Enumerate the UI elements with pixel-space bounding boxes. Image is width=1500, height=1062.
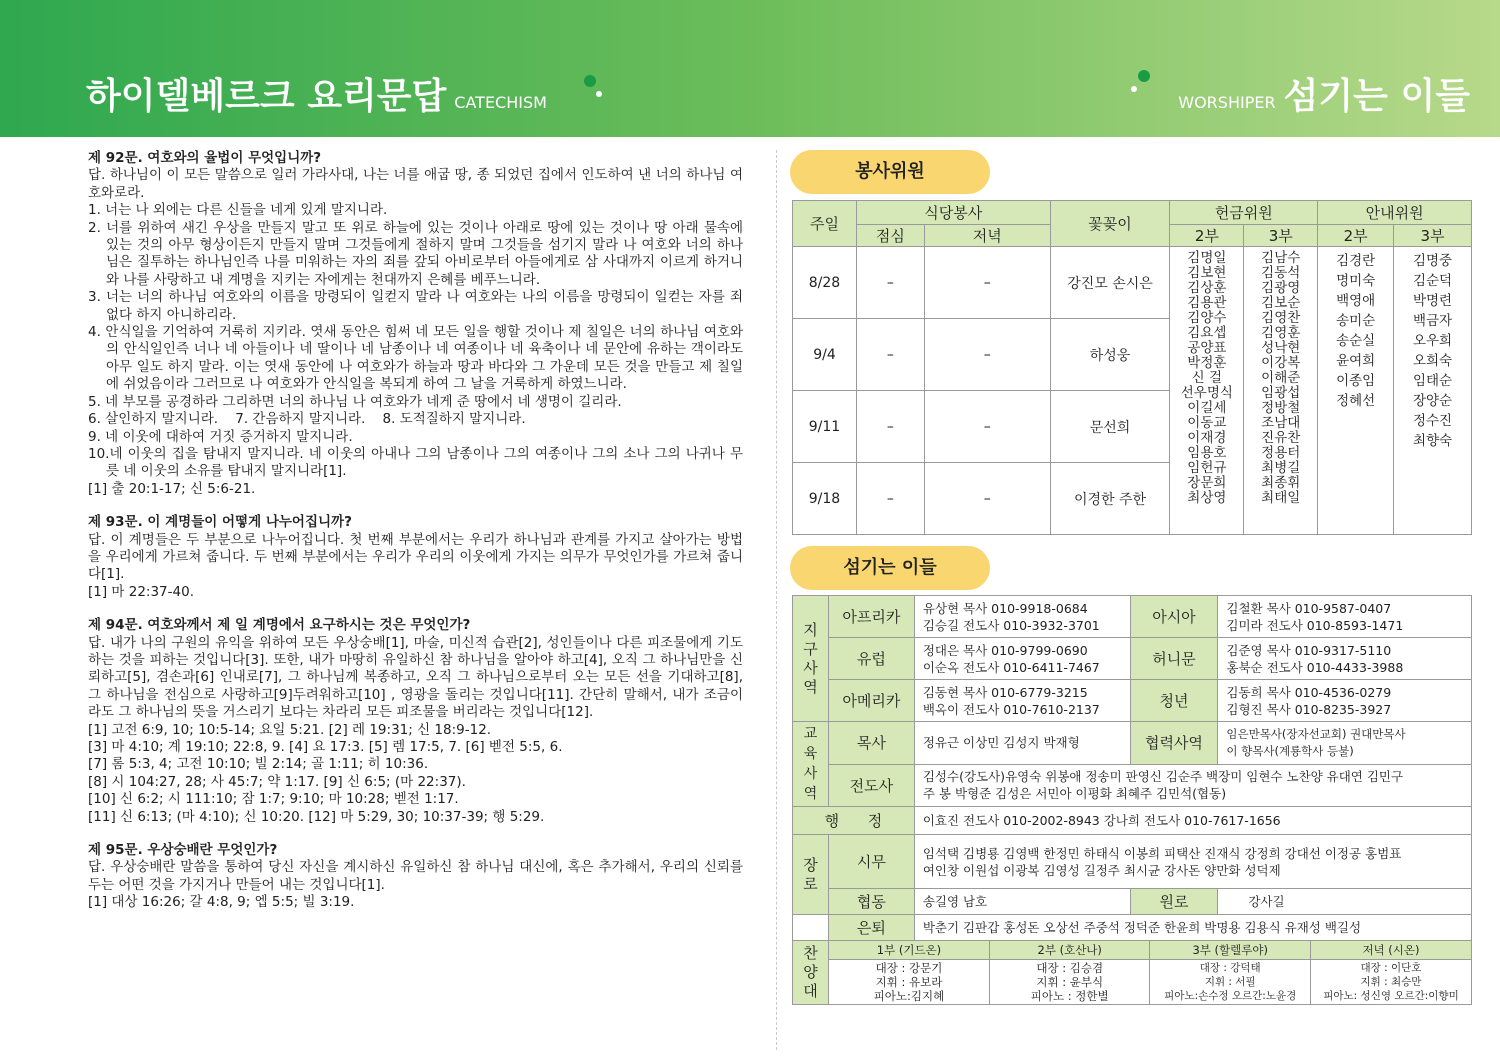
reference-text: [1] 출 20:1-17; 신 5:6-21. bbox=[88, 480, 256, 497]
header-date: 주일 bbox=[793, 201, 857, 247]
choir-table bbox=[829, 941, 1471, 1004]
list-item: 사역 bbox=[803, 766, 818, 802]
list-item: 송미순 bbox=[1336, 313, 1376, 329]
list-item: 윤여희 bbox=[1336, 353, 1376, 369]
list-item: 지휘 : 서필 bbox=[1204, 976, 1256, 988]
answer-text: 답. 이 계명들은 두 부분으로 나누어집니다. 첫 번째 부분에서는 우리가 하나님과 관계를 가지고 살아가는 방법을 우리에게 가르쳐 줍니다. 두 번째 부분에서는 우리가 우리의 이웃에게 가지는 의무가 무엇인가를 가르쳐 줍니다[1]. bbox=[88, 531, 743, 583]
list-item: 정혜선 bbox=[1336, 393, 1376, 409]
offering-2-list bbox=[1170, 247, 1244, 535]
workers-pill: 섬기는 이들 bbox=[790, 546, 990, 590]
elder-label bbox=[793, 835, 829, 915]
flowers-cell: 문선희 bbox=[1050, 391, 1170, 463]
header-flowers: 꽃꽂이 bbox=[1050, 201, 1170, 247]
list-item: 장 bbox=[803, 855, 818, 874]
lunch-cell: – bbox=[856, 319, 924, 391]
list-item: 홍북순 전도사 010-4433-3988 bbox=[1226, 659, 1404, 675]
list-item: 박명련 bbox=[1412, 293, 1453, 309]
header-offering-2: 2부 bbox=[1170, 225, 1244, 247]
header-dinner: 저녁 bbox=[924, 225, 1050, 247]
answer-text: 답. 우상숭배란 말씀을 통하여 당신 자신을 계시하신 유일하신 참 하나님 대신에, 혹은 추가해서, 우리의 신뢰를 두는 어떤 것을 가지거나 만들어 내는 것입니다[1]. bbox=[88, 859, 743, 893]
list-item: 공양표 bbox=[1187, 340, 1227, 356]
list-item: 성낙현 bbox=[1261, 340, 1301, 356]
worshiper-title bbox=[1178, 68, 1470, 119]
list-item: 지 bbox=[803, 620, 818, 639]
header-usher: 안내위원 bbox=[1318, 201, 1472, 225]
cooperation-label: 협력사역 bbox=[1130, 722, 1218, 765]
region-name: 청년 bbox=[1130, 680, 1218, 722]
list-item: 임석택 김병룡 김영백 한정민 하태식 이봉희 피택산 진재식 강정희 강대선 이정공 홍범표 bbox=[922, 845, 1402, 861]
dinner-cell: – bbox=[924, 247, 1050, 319]
worshiper-title-ko: 섬기는 이들 bbox=[1283, 76, 1470, 117]
lunch-cell: – bbox=[856, 463, 924, 535]
list-item: 김형진 목사 010-8235-3927 bbox=[1226, 701, 1392, 717]
list-item: 임헌규 bbox=[1187, 460, 1227, 476]
usher-2-list bbox=[1318, 247, 1394, 535]
reference-text: [3] 마 4:10; 계 19:10; 22:8, 9. [4] 요 17:3. [5] 렘 17:5, 7. [6] 벧전 5:5, 6. bbox=[88, 739, 563, 755]
choir-leaders bbox=[1150, 960, 1311, 1005]
choir-leaders bbox=[989, 960, 1150, 1005]
list-item: 김철환 목사 010-9587-0407 bbox=[1226, 600, 1392, 616]
date-cell: 9/4 bbox=[793, 319, 857, 391]
list-item: 찬 bbox=[803, 944, 818, 962]
question-title: 제 94문. 여호와께서 제 일 계명에서 요구하시는 것은 무엇인가? bbox=[88, 617, 471, 634]
list-item: 김용관 bbox=[1187, 295, 1227, 311]
header-usher-3: 3부 bbox=[1394, 225, 1472, 247]
answer-text: 답. 내가 나의 구원의 유익을 위하여 모든 우상숭배[1], 마술, 미신적 습관[2], 성인들이나 다른 피조물에게 기도하는 것을 피하는 것입니다[3]. 또한, 내가 마땅히 유일하신 참 하나님을 알아야 하고[4], 오직 그 하나님만을 신뢰하고[5], 겸손과[6] 인내로[7], 그 하나님께 복종하고, 오직 그 하나님으로부터 오는 모든 선을 기대하고[8], 그 하나님을 전심으로 사랑하고[9]두려워하고[10] , 영광을 돌리는 것입니다[11]. 간단히 말해서, 내가 조금이라도 그 하나님의 뜻을 거스리기 보다는 차라리 모든 피조물을 버리라는 것입니다[12]. bbox=[88, 634, 743, 721]
list-item: 대 bbox=[803, 982, 818, 1000]
region-people bbox=[914, 680, 1130, 722]
list-item: 최향숙 bbox=[1412, 433, 1453, 449]
choir-leaders bbox=[829, 960, 990, 1005]
list-item: 송순실 bbox=[1336, 333, 1376, 349]
list-item: 피아노: 성신영 오르간:이향미 bbox=[1323, 990, 1459, 1002]
table-row bbox=[793, 247, 1472, 319]
service-table bbox=[792, 200, 1472, 535]
catechism-title-en: CATECHISM bbox=[454, 93, 547, 112]
evangelist-names bbox=[914, 764, 1471, 807]
active-elder-label: 시무 bbox=[828, 835, 914, 889]
associate-elder-names: 송길영 남호 bbox=[914, 889, 1130, 915]
list-item: 양 bbox=[803, 963, 818, 981]
region-people bbox=[1218, 638, 1472, 680]
list-item: 피아노:손수정 오르간:노윤경 bbox=[1164, 990, 1297, 1002]
list-item: 피아노 : 정한별 bbox=[1030, 989, 1109, 1003]
list-item: 이동교 bbox=[1187, 415, 1227, 431]
list-item: 신 걸 bbox=[1191, 370, 1223, 386]
dinner-cell: – bbox=[924, 463, 1050, 535]
service-committee-pill: 봉사위원 bbox=[790, 150, 990, 194]
choir-name: 저녁 (시온) bbox=[1310, 941, 1471, 960]
admin-label: 행 정 bbox=[793, 807, 915, 835]
education-ministry-label bbox=[793, 722, 829, 807]
associate-elder-label: 협동 bbox=[828, 889, 914, 915]
catechism-title bbox=[86, 68, 547, 119]
list-item: 주 봉 박형준 김성은 서민아 이평화 최혜주 김민석(협동) bbox=[922, 786, 1227, 802]
list-item: 정수진 bbox=[1412, 413, 1453, 429]
list-item: 대장 : 김승겸 bbox=[1036, 961, 1104, 975]
choir-name: 2부 (호산나) bbox=[989, 941, 1150, 960]
header-lunch: 점심 bbox=[856, 225, 924, 247]
list-item: 김미라 전도사 010-8593-1471 bbox=[1226, 617, 1404, 633]
reference-text: [7] 롬 5:3, 4; 고전 10:10; 빌 2:14; 골 1:11; 히 10:36. bbox=[88, 756, 429, 773]
commandment-item: 1. 너는 나 외에는 다른 신들을 네게 있게 말지니라. bbox=[88, 202, 388, 219]
list-item: 피아노:김지혜 bbox=[873, 989, 945, 1003]
usher-3-list bbox=[1394, 247, 1472, 535]
list-item: 김명일 bbox=[1187, 250, 1227, 266]
question-95 bbox=[88, 842, 743, 912]
list-item: 이강복 bbox=[1261, 355, 1301, 371]
question-94 bbox=[88, 617, 743, 826]
question-title: 제 93문. 이 계명들이 어떻게 나누어집니까? bbox=[88, 514, 352, 531]
list-item: 최태일 bbox=[1261, 490, 1301, 506]
header-offering-3: 3부 bbox=[1244, 225, 1318, 247]
worshiper-title-en: WORSHIPER bbox=[1178, 93, 1276, 112]
list-item: 임광섭 bbox=[1261, 385, 1301, 401]
dinner-cell: – bbox=[924, 391, 1050, 463]
list-item: 김광영 bbox=[1261, 280, 1301, 296]
reference-text: [10] 신 6:2; 시 111:10; 잠 1:7; 9:10; 마 10:28; 벧전 1:17. bbox=[88, 791, 459, 808]
list-item: 오우희 bbox=[1412, 333, 1453, 349]
list-item: 김보현 bbox=[1187, 265, 1227, 281]
pastor-names: 정유근 이상민 김성지 박재형 bbox=[914, 722, 1130, 765]
list-item: 김준영 목사 010-9317-5110 bbox=[1226, 642, 1392, 658]
list-item: 교육 bbox=[803, 726, 818, 762]
choir-leaders bbox=[1310, 960, 1471, 1005]
list-item: 박정훈 bbox=[1187, 355, 1227, 371]
cooperation-names bbox=[1218, 722, 1472, 765]
commandment-item: 3. 너는 너의 하나님 여호와의 이름을 망령되이 일컫지 말라 나 여호와는 나의 이름을 망령되이 일컫는 자를 죄 없다 하지 아니하리라. bbox=[88, 289, 743, 323]
reference-text: [1] 고전 6:9, 10; 10:5-14; 요일 5:21. [2] 레 19:31; 신 18:9-12. bbox=[88, 721, 492, 738]
evangelist-label: 전도사 bbox=[828, 764, 914, 807]
list-item: 김영훈 bbox=[1261, 325, 1301, 341]
flowers-cell: 이경한 주한 bbox=[1050, 463, 1170, 535]
list-item: 사 bbox=[803, 658, 818, 677]
flowers-cell: 강진모 손시은 bbox=[1050, 247, 1170, 319]
choir-label bbox=[793, 941, 829, 1005]
commandment-item: 10.네 이웃의 집을 탐내지 말지니라. 네 이웃의 아내나 그의 남종이나 그의 여종이나 그의 소나 그의 나귀나 무릇 네 이웃의 소유를 탐내지 말지니라[1]. bbox=[88, 445, 743, 480]
question-title: 제 95문. 우상숭배란 무엇인가? bbox=[88, 842, 278, 859]
list-item: 진유찬 bbox=[1261, 430, 1301, 446]
list-item: 대장 : 강문기 bbox=[875, 961, 943, 975]
list-item: 임용호 bbox=[1187, 445, 1227, 461]
pastor-label: 목사 bbox=[828, 722, 914, 765]
choir-name: 1부 (기드온) bbox=[829, 941, 990, 960]
list-item: 역 bbox=[803, 677, 818, 696]
region-name: 아메리카 bbox=[828, 680, 914, 722]
commandment-item: 5. 네 부모를 공경하라 그리하면 너의 하나님 나 여호와가 네게 준 땅에서 네 생명이 길리라. bbox=[88, 393, 622, 410]
commandment-item: 2. 너를 위하여 새긴 우상을 만들지 말고 또 위로 하늘에 있는 것이나 아래로 땅에 있는 것이나 땅 아래 물속에 있는 것의 아무 형상이든지 만들지 말며 그것들에게 절하지 말며 그것들을 섬기지 말라 나 여호와 너의 하나님은 질투하는 하나님인즉 나를 미워하는 자의 죄를 갚되 아비로부터 아들에게로 삼 사대까지 이르게 하거니와 나를 사랑하고 내 계명을 지키는 자에게는 천대까지 은혜를 베푸느니라. bbox=[88, 219, 743, 288]
date-cell: 9/18 bbox=[793, 463, 857, 535]
admin-names: 이효진 전도사 010-2002-8943 강나희 전도사 010-7617-1656 bbox=[914, 807, 1471, 835]
region-people bbox=[914, 638, 1130, 680]
offering-3-list bbox=[1244, 247, 1318, 535]
lunch-cell: – bbox=[856, 247, 924, 319]
list-item: 이순옥 전도사 010-6411-7467 bbox=[922, 659, 1100, 675]
list-item: 임은만목사(장자선교회) 권대만목사 bbox=[1226, 726, 1406, 741]
choir-name: 3부 (할렐루야) bbox=[1150, 941, 1311, 960]
region-people bbox=[1218, 680, 1472, 722]
list-item: 이재경 bbox=[1187, 430, 1227, 446]
list-item: 구 bbox=[803, 639, 818, 658]
list-item: 김성수(강도사)유영숙 위봉애 정송미 판영신 김순주 백장미 임현수 노찬양 유대연 김민구 bbox=[922, 769, 1404, 785]
region-people bbox=[1218, 596, 1472, 638]
region-name: 아시아 bbox=[1130, 596, 1218, 638]
date-cell: 8/28 bbox=[793, 247, 857, 319]
list-item: 김경란 bbox=[1336, 253, 1376, 269]
list-item: 임태순 bbox=[1412, 373, 1453, 389]
list-item: 김동희 목사 010-4536-0279 bbox=[1226, 684, 1392, 700]
list-item: 장문희 bbox=[1187, 475, 1227, 491]
list-item: 김동현 목사 010-6779-3215 bbox=[922, 684, 1088, 700]
list-item: 유상현 목사 010-9918-0684 bbox=[922, 600, 1088, 616]
reference-text: [11] 신 6:13; (마 4:10); 신 10:20. [12] 마 5:29, 30; 10:37-39; 행 5:29. bbox=[88, 808, 545, 825]
commandment-item: 6. 살인하지 말지니라. 7. 간음하지 말지니라. 8. 도적질하지 말지니라. bbox=[88, 411, 526, 428]
list-item: 명미숙 bbox=[1336, 273, 1376, 289]
lunch-cell: – bbox=[856, 391, 924, 463]
list-item: 김요셉 bbox=[1187, 325, 1227, 341]
region-name: 유럽 bbox=[828, 638, 914, 680]
header-meal: 식당봉사 bbox=[856, 201, 1050, 225]
reference-text: [1] 마 22:37-40. bbox=[88, 583, 194, 600]
date-cell: 9/11 bbox=[793, 391, 857, 463]
list-item: 오희숙 bbox=[1412, 353, 1453, 369]
flowers-cell: 하성웅 bbox=[1050, 319, 1170, 391]
reference-text: [8] 시 104:27, 28; 사 45:7; 약 1:17. [9] 신 6:5; (마 22:37). bbox=[88, 773, 466, 790]
region-name: 아프리카 bbox=[828, 596, 914, 638]
green-dot-icon bbox=[584, 75, 596, 87]
list-item: 김동석 bbox=[1261, 265, 1301, 281]
white-dot-icon bbox=[1131, 86, 1137, 92]
workers-table bbox=[792, 595, 1472, 1005]
answer-text: 답. 하나님이 이 모든 말씀으로 일러 가라사대, 나는 너를 애굽 땅, 종 되었던 집에서 인도하여 낸 너의 하나님 여호와로라. bbox=[88, 167, 743, 201]
list-item: 정용터 bbox=[1261, 445, 1301, 461]
list-item: 백영애 bbox=[1336, 293, 1376, 309]
list-item: 장양순 bbox=[1412, 393, 1453, 409]
list-item: 김양수 bbox=[1187, 310, 1227, 326]
list-item: 대장 : 강덕태 bbox=[1199, 962, 1261, 974]
list-item: 최병길 bbox=[1261, 460, 1301, 476]
region-name: 허니문 bbox=[1130, 638, 1218, 680]
white-dot-icon bbox=[596, 91, 602, 97]
list-item: 지휘 : 윤부식 bbox=[1036, 975, 1104, 989]
list-item: 정대은 목사 010-9799-0690 bbox=[922, 642, 1088, 658]
catechism-content bbox=[88, 150, 743, 928]
list-item: 이해준 bbox=[1261, 370, 1301, 386]
question-93 bbox=[88, 514, 743, 601]
list-item: 이종임 bbox=[1336, 373, 1376, 389]
list-item: 김순덕 bbox=[1412, 273, 1453, 289]
list-item: 이 향목사(계룡학사 등불) bbox=[1226, 743, 1354, 758]
page-divider bbox=[776, 150, 777, 1050]
emeritus-label: 원로 bbox=[1130, 889, 1218, 915]
list-item: 조남대 bbox=[1261, 415, 1301, 431]
region-people bbox=[914, 596, 1130, 638]
header-usher-2: 2부 bbox=[1318, 225, 1394, 247]
list-item: 지휘 : 유보라 bbox=[875, 975, 943, 989]
list-item: 여인창 이원섭 이광복 김영성 길정주 최시균 강사돈 양만화 성덕제 bbox=[922, 862, 1281, 878]
retired-label: 은퇴 bbox=[828, 915, 914, 941]
question-title: 제 92문. 여호와의 율법이 무엇입니까? bbox=[88, 150, 322, 166]
catechism-title-ko: 하이델베르크 요리문답 bbox=[86, 76, 447, 117]
list-item: 김명중 bbox=[1412, 253, 1453, 269]
list-item: 정방철 bbox=[1261, 400, 1301, 416]
retired-names: 박춘기 김판갑 홍성돈 오상선 주중석 정덕준 한윤희 박명용 김용식 유재성 백길성 bbox=[914, 915, 1471, 941]
list-item: 김남수 bbox=[1261, 250, 1301, 266]
list-item: 최종휘 bbox=[1261, 475, 1301, 491]
header-banner bbox=[0, 0, 1500, 137]
question-92 bbox=[88, 150, 743, 498]
reference-text: [1] 대상 16:26; 갈 4:8, 9; 엡 5:5; 빌 3:19. bbox=[88, 894, 355, 911]
emeritus-names: 강사길 bbox=[1218, 889, 1472, 915]
commandment-item: 9. 네 이웃에 대하여 거짓 증거하지 말지니라. bbox=[88, 428, 353, 445]
active-elder-names bbox=[914, 835, 1471, 889]
list-item: 지휘 : 최승만 bbox=[1360, 976, 1422, 988]
list-item: 김상훈 bbox=[1187, 280, 1227, 296]
list-item: 백금자 bbox=[1412, 313, 1453, 329]
list-item: 이길세 bbox=[1187, 400, 1227, 416]
list-item: 김승길 전도사 010-3932-3701 bbox=[922, 617, 1100, 633]
list-item: 김영찬 bbox=[1261, 310, 1301, 326]
list-item: 김보순 bbox=[1261, 295, 1301, 311]
header-offering: 헌금위원 bbox=[1170, 201, 1318, 225]
green-dot-icon bbox=[1138, 70, 1150, 82]
list-item: 최상영 bbox=[1187, 490, 1227, 506]
list-item: 백옥이 전도사 010-7610-2137 bbox=[922, 701, 1100, 717]
list-item: 대장 : 이단호 bbox=[1360, 962, 1422, 974]
list-item: 선우명식 bbox=[1180, 385, 1233, 401]
commandment-item: 4. 안식일을 기억하여 거룩히 지키라. 엿새 동안은 힘써 네 모든 일을 행할 것이나 제 칠일은 너의 하나님 여호와의 안식일인즉 너나 네 아들이나 네 딸이나 네 남종이나 네 여종이나 네 육축이나 네 문안에 유하는 객이라도 아무 일도 하지 말라. 이는 엿새 동안에 나 여호와가 하늘과 땅과 바다와 그 가운데 모든 것을 만들고 제 칠일에 쉬었음이라 그러므로 나 여호와가 안식일을 복되게 하여 그 날을 거룩하게 하였느니라. bbox=[88, 324, 743, 393]
region-ministry-label bbox=[793, 596, 829, 722]
dinner-cell: – bbox=[924, 319, 1050, 391]
list-item: 로 bbox=[803, 874, 818, 893]
